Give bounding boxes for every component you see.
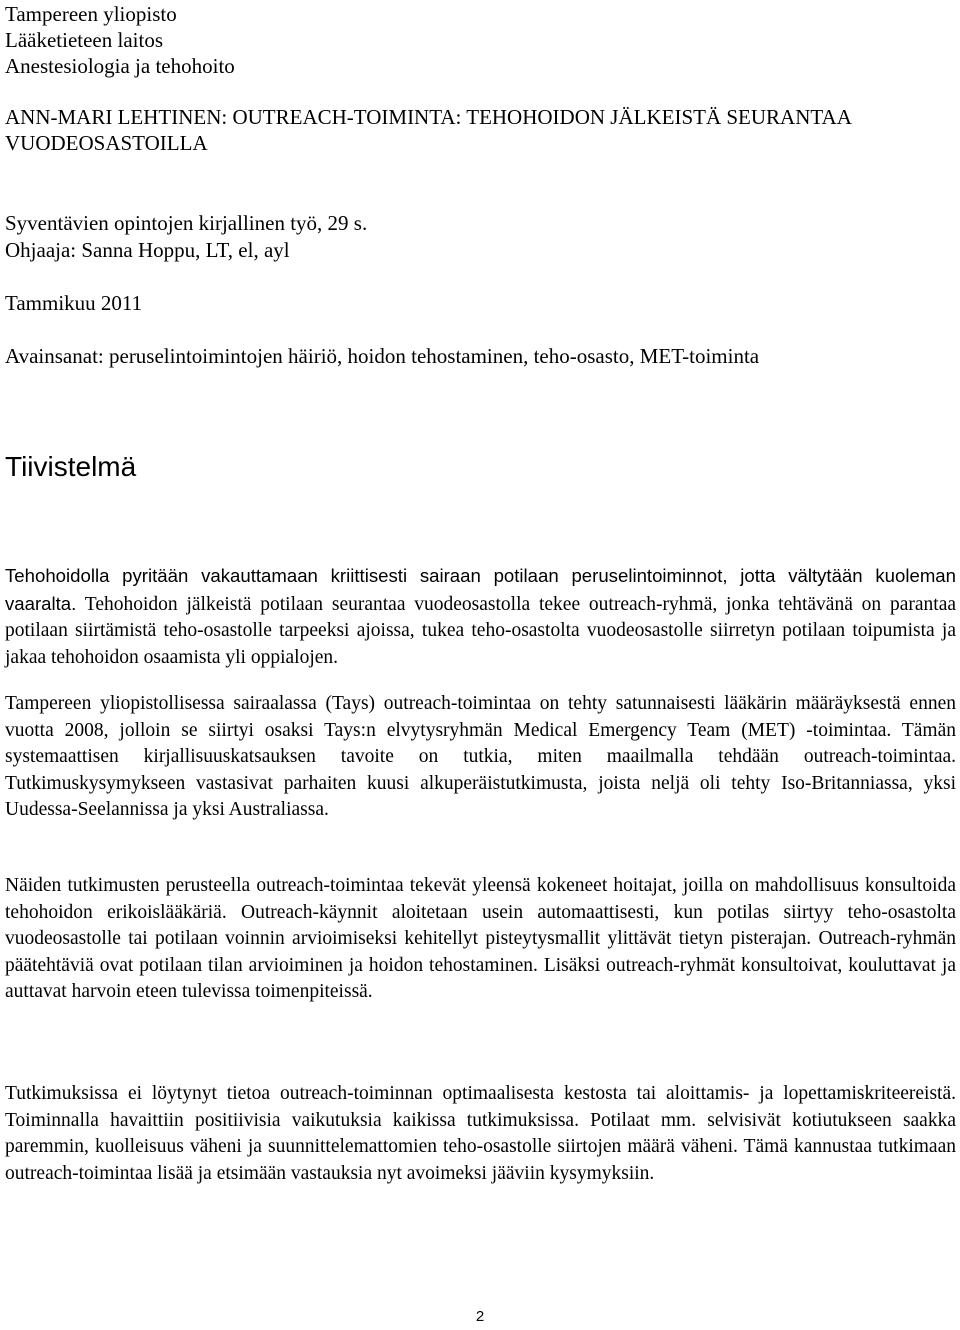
keywords: Avainsanat: peruselintoimintojen häiriö, hoidon tehostaminen, teho-osasto, MET-toiminta: [5, 344, 760, 368]
thesis-title-line-1: ANN-MARI LEHTINEN: OUTREACH-TOIMINTA: TEHOHOIDON JÄLKEISTÄ SEURANTAA: [5, 105, 852, 129]
abstract-paragraph-2: Tampereen yliopistollisessa sairaalassa (Tays) outreach-toimintaa on tehty satunnaisesti lääkärin määräyksestä ennen vuotta 2008, jolloin se siirtyi osaksi Tays:n elvytysryhmän Medical Emergency Team (MET) -toimintaa. Tämän systemaattisen kirjallisuuskatsauksen tavoite on tutkia, miten maailmalla tehdään outreach-toimintaa. Tutkimuskysymykseen vastasivat parhaiten kuusi alkuperäistutkimusta, joista neljä oli tehty Iso-Britanniassa, yksi Uudessa-Seelannissa ja yksi Australiassa.: [5, 693, 956, 820]
work-type: Syventävien opintojen kirjallinen työ, 29 s.: [5, 211, 368, 235]
supervisor: Ohjaaja: Sanna Hoppu, LT, el, ayl: [5, 238, 290, 262]
page-number: 2: [475, 1308, 485, 1325]
date: Tammikuu 2011: [5, 291, 143, 315]
department-name: Lääketieteen laitos: [5, 28, 164, 52]
abstract-paragraph-1-sans-part: Tehohoidolla pyritään vakauttamaan kriittisesti sairaan potilaan peruselintoiminnot, jotta vältytään kuoleman vaaralta.: [5, 565, 956, 614]
university-name: Tampereen yliopisto: [5, 2, 177, 26]
abstract-paragraph-3: Näiden tutkimusten perusteella outreach-toimintaa tekevät yleensä kokeneet hoitajat, joilla on mahdollisuus konsultoida tehohoidon erikoislääkäriä. Outreach-käynnit aloitetaan usein automaattisesti, kun potilas siirtyy teho-osastolta vuodeosastolle tai potilaan voinnin arvioimiseksi kehitellyt pisteytysmallit ylittävät tietyn pisterajan. Outreach-ryhmän päätehtäviä ovat potilaan tilan arvioiminen ja hoidon tehostaminen. Lisäksi outreach-ryhmät konsultoivat, kouluttavat ja auttavat harvoin eteen tulevissa toimenpiteissä.: [5, 875, 956, 1002]
unit-name: Anestesiologia ja tehohoito: [5, 54, 235, 78]
abstract-paragraph-4: Tutkimuksissa ei löytynyt tietoa outreach-toiminnan optimaalisesta kestosta tai aloittamis- ja lopettamiskriteereistä. Toiminnalla havaittiin positiivisia vaikutuksia kaikissa tutkimuksissa. Potilaat mm. selvisivät kotiutukseen saakka paremmin, kuolleisuus väheni ja suunnittelemattomien teho-osastolle siirtojen määrä väheni. Tämä kannustaa tutkimaan outreach-toimintaa lisää ja etsimään vastauksia nyt avoimeksi jääviin kysymyksiin.: [5, 1083, 956, 1184]
abstract-paragraph-1-serif-part: Tehohoidon jälkeistä potilaan seurantaa vuodeosastolla tekee outreach-ryhmä, jonka tehtävänä on parantaa potilaan siirtämistä teho-osastolle tarpeeksi ajoissa, tukea teho-osastolta vuodeosastolle siirretyn potilaan toipumista ja jakaa tehohoidon osaamista yli oppialojen.: [5, 593, 956, 668]
abstract-paragraph-1: [5, 563, 956, 671]
abstract-heading: Tiivistelmä: [5, 451, 137, 482]
thesis-title-line-2: VUODEOSASTOILLA: [5, 131, 208, 155]
